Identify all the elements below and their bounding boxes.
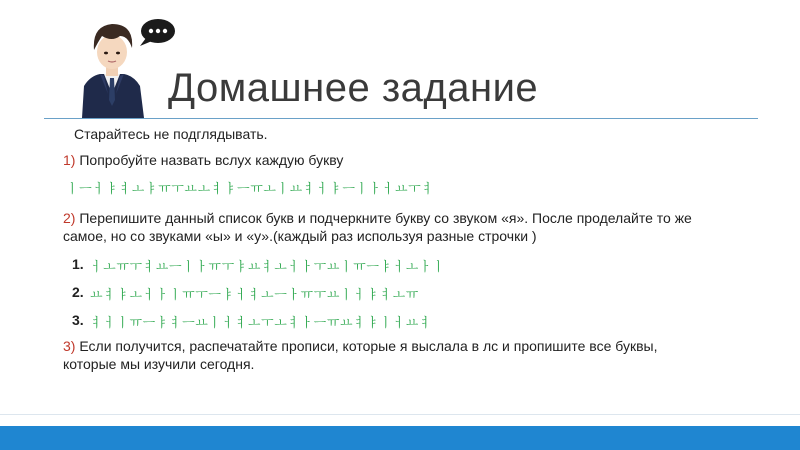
row-1-label: 1. [72, 256, 84, 272]
row-1-letters: ㅓㅗㅠㅜㅕㅛㅡㅣㅏㅠㅜㅑㅛㅕㅗㅓㅏㅜㅛㅣㅠㅡㅑㅓㅗㅏㅣ [90, 260, 446, 275]
task-1-letters: ㅣㅡㅓㅑㅕㅗㅑㅠㅜㅛㅗㅕㅑㅡㅠㅗㅣㅛㅕㅓㅑㅡㅣㅏㅓㅛㅜㅕ [66, 182, 435, 197]
row-2-label: 2. [72, 284, 84, 300]
task-2-number: 2) [63, 210, 76, 226]
slide-title: Домашнее задание [168, 66, 539, 110]
task-1 [63, 152, 343, 168]
subtitle: Старайтесь не подглядывать. [74, 126, 268, 142]
task-1-number: 1) [63, 152, 76, 168]
task-2-line-2: самое, но со звуками «ы» и «у».(каждый раз используя разные строчки ) [63, 228, 537, 244]
title-underline [44, 118, 758, 119]
task-3-number: 3) [63, 338, 76, 354]
task-3-text: Если получится, распечатайте прописи, которые я выслала в лс и пропишите все буквы, [79, 338, 658, 354]
task-2-line-1 [63, 210, 692, 226]
row-2-letters: ㅛㅕㅑㅗㅓㅏㅣㅠㅜㅡㅑㅓㅕㅗㅡㅏㅠㅜㅛㅣㅓㅑㅕㅗㅠ [90, 288, 419, 303]
speech-bubble-icon [138, 18, 176, 48]
footer-bar [0, 426, 800, 450]
task-3-line-1 [63, 338, 657, 354]
task-1-text: Попробуйте назвать вслух каждую букву [79, 152, 344, 168]
task-2-text: Перепишите данный список букв и подчеркните букву со звуком «я». После проделайте то же [79, 210, 692, 226]
row-3-letters: ㅕㅓㅣㅠㅡㅑㅕㅡㅛㅣㅓㅕㅗㅜㅗㅕㅏㅡㅠㅛㅕㅑㅣㅓㅛㅕ [90, 316, 433, 331]
row-3-label: 3. [72, 312, 84, 328]
task-3-line-2: которые мы изучили сегодня. [63, 356, 255, 372]
